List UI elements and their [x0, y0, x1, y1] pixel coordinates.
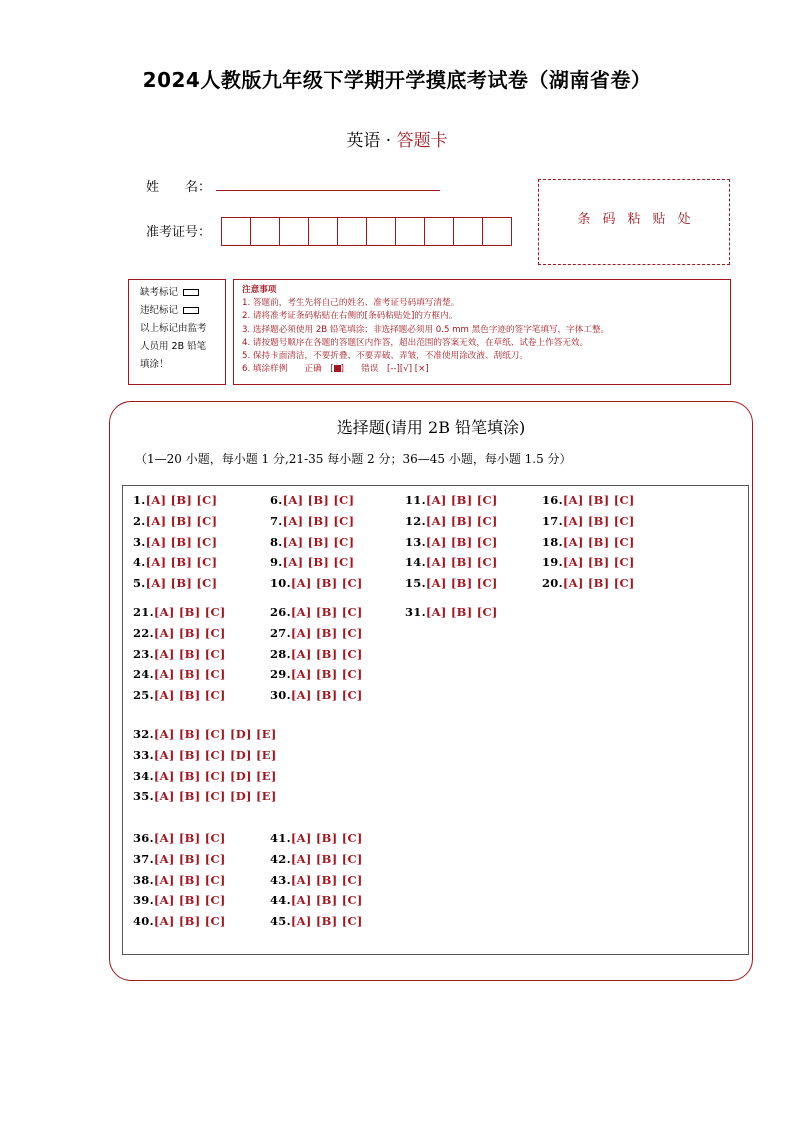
question-number: 44.: [270, 893, 291, 908]
answer-options[interactable]: [A] [B] [C]: [282, 534, 355, 549]
id-digit-box[interactable]: [337, 217, 367, 246]
notes-title: 注意事项: [242, 285, 277, 295]
absent-mark-box[interactable]: [183, 289, 199, 296]
question-item[interactable]: [133, 493, 217, 507]
question-item[interactable]: [542, 493, 635, 507]
question-item[interactable]: [133, 914, 226, 928]
answer-options[interactable]: [A] [B] [C]: [153, 605, 226, 619]
answer-options[interactable]: [A] [B] [C]: [153, 646, 226, 661]
question-item[interactable]: [133, 535, 217, 549]
question-item[interactable]: [270, 535, 354, 549]
question-number: 28.: [270, 646, 291, 661]
id-digit-box[interactable]: [395, 217, 425, 246]
question-item[interactable]: [270, 852, 363, 866]
answer-options[interactable]: [A] [B] [C]: [290, 872, 363, 887]
answer-options[interactable]: [A] [B] [C]: [562, 493, 635, 507]
answer-options[interactable]: [A] [B] [C]: [282, 555, 355, 570]
note-item: 2. 请将准考证条码粘贴在右侧的[条码粘贴处]的方框内。: [242, 311, 458, 322]
answer-options[interactable]: [A] [B] [C]: [425, 513, 498, 528]
section-title: 选择题(请用 2B 铅笔填涂): [336, 418, 526, 437]
answer-options[interactable]: [A] [B] [C]: [562, 534, 635, 549]
question-item[interactable]: [542, 555, 635, 569]
question-number: 5.: [133, 576, 146, 591]
note-item: 4. 请按题号顺序在各题的答题区内作答，超出范围的答案无效，在草纸、试卷上作答无效。: [242, 337, 589, 348]
question-number: 29.: [270, 667, 291, 682]
question-item[interactable]: [405, 555, 498, 569]
question-number: 38.: [133, 872, 154, 887]
question-number: 43.: [270, 872, 291, 887]
question-number: 33.: [133, 747, 154, 762]
question-item[interactable]: [270, 576, 363, 590]
question-item[interactable]: [133, 727, 277, 741]
question-number: 10.: [270, 576, 291, 591]
question-number: 8.: [270, 534, 283, 549]
question-number: 39.: [133, 893, 154, 908]
id-digit-box[interactable]: [221, 217, 251, 246]
answer-options[interactable]: [A] [B] [C]: [290, 667, 363, 682]
answer-options[interactable]: [A] [B] [C]: [290, 576, 363, 591]
sample-suffix: ] 错误 [--][√] [×]: [340, 364, 429, 375]
answer-options[interactable]: [A] [B] [C]: [145, 555, 218, 570]
answer-options[interactable]: [A] [B] [C] [D] [E]: [153, 727, 277, 741]
note-item: 5. 保持卡面清洁，不要折叠、不要弄破、弄皱，不准使用涂改液、刮纸刀。: [242, 351, 528, 362]
question-item[interactable]: [270, 893, 363, 907]
answer-options[interactable]: [A] [B] [C]: [153, 872, 226, 887]
section-note: （1—20 小题，每小题 1 分,21-35 每小题 2 分；36—45 小题，每小题 1.5 分）: [135, 452, 572, 466]
id-digit-box[interactable]: [453, 217, 483, 246]
barcode-area: [538, 179, 730, 265]
violation-label: 违纪标记: [140, 305, 179, 316]
id-digit-box[interactable]: [250, 217, 280, 246]
sample-prefix: 6. 填涂样例 正确 [: [242, 364, 334, 375]
question-item[interactable]: [133, 893, 226, 907]
absent-label: 缺考标记: [140, 287, 179, 298]
question-item[interactable]: [270, 667, 363, 681]
id-digit-box[interactable]: [424, 217, 454, 246]
question-number: 24.: [133, 667, 154, 682]
id-label: 准考证号：: [146, 225, 212, 240]
answer-options[interactable]: [A] [B] [C] [D] [E]: [153, 768, 277, 783]
barcode-label: 条码粘贴处: [577, 212, 703, 227]
answer-options[interactable]: [A] [B] [C] [D] [E]: [153, 747, 277, 762]
subtitle-subject: 英语 ·: [346, 131, 397, 151]
answer-options[interactable]: [A] [B] [C]: [562, 555, 635, 570]
answer-options[interactable]: [A] [B] [C]: [562, 576, 635, 591]
answer-options[interactable]: [A] [B] [C]: [282, 513, 355, 528]
question-number: 9.: [270, 555, 283, 570]
question-item[interactable]: [133, 647, 226, 661]
question-number: 20.: [542, 576, 563, 591]
page-title: 2024人教版九年级下学期开学摸底考试卷（湖南省卷）: [142, 68, 652, 92]
question-number: 7.: [270, 513, 283, 528]
answer-options[interactable]: [A] [B] [C]: [282, 493, 355, 507]
answer-options[interactable]: [A] [B] [C]: [153, 893, 226, 908]
question-item[interactable]: [270, 647, 363, 661]
question-number: 31.: [405, 605, 426, 619]
answer-options[interactable]: [A] [B] [C]: [562, 513, 635, 528]
answer-options[interactable]: [A] [B] [C]: [290, 893, 363, 908]
question-item[interactable]: [133, 667, 226, 681]
mark-note-line: 填涂！: [140, 359, 169, 370]
answer-options[interactable]: [A] [B] [C]: [153, 625, 226, 640]
answer-options[interactable]: [A] [B] [C]: [153, 851, 226, 866]
answer-options[interactable]: [A] [B] [C]: [145, 576, 218, 591]
question-item[interactable]: [542, 535, 635, 549]
question-item[interactable]: [270, 605, 363, 619]
answer-options[interactable]: [A] [B] [C]: [290, 625, 363, 640]
notes-box: [233, 279, 731, 385]
question-item[interactable]: [133, 576, 217, 590]
question-item[interactable]: [405, 493, 498, 507]
answer-options[interactable]: [A] [B] [C]: [290, 914, 363, 929]
question-item[interactable]: [270, 514, 354, 528]
answer-options[interactable]: [A] [B] [C]: [153, 667, 226, 682]
id-digit-box[interactable]: [366, 217, 396, 246]
id-digit-box[interactable]: [308, 217, 338, 246]
answer-options[interactable]: [A] [B] [C]: [153, 688, 226, 703]
question-number: 18.: [542, 534, 563, 549]
answer-options[interactable]: [A] [B] [C]: [290, 688, 363, 703]
question-item[interactable]: [133, 605, 226, 619]
answer-options[interactable]: [A] [B] [C]: [145, 513, 218, 528]
question-item[interactable]: [542, 576, 635, 590]
question-item[interactable]: [133, 873, 226, 887]
question-number: 15.: [405, 576, 426, 591]
question-number: 14.: [405, 555, 426, 570]
question-item[interactable]: [405, 576, 498, 590]
question-number: 45.: [270, 914, 291, 929]
question-item[interactable]: [133, 789, 277, 803]
question-number: 40.: [133, 914, 154, 929]
subtitle-card: 答题卡: [396, 131, 448, 151]
question-number: 37.: [133, 851, 154, 866]
answer-options[interactable]: [A] [B] [C]: [290, 646, 363, 661]
question-number: 32.: [133, 727, 154, 741]
question-number: 1.: [133, 493, 146, 507]
question-item[interactable]: [133, 514, 217, 528]
question-number: 3.: [133, 534, 146, 549]
id-digit-box[interactable]: [279, 217, 309, 246]
note-item: 1. 答题前，考生先将自己的姓名、准考证号码填写清楚。: [242, 298, 460, 309]
question-number: 36.: [133, 831, 154, 845]
question-number: 34.: [133, 768, 154, 783]
mark-note-line: 人员用 2B 铅笔: [140, 341, 207, 352]
question-number: 21.: [133, 605, 154, 619]
answer-options[interactable]: [A] [B] [C]: [290, 605, 363, 619]
answer-options[interactable]: [A] [B] [C]: [290, 831, 363, 845]
question-item[interactable]: [133, 626, 226, 640]
question-item[interactable]: [405, 514, 498, 528]
question-item[interactable]: [405, 605, 498, 619]
question-number: 16.: [542, 493, 563, 507]
question-number: 25.: [133, 688, 154, 703]
question-number: 11.: [405, 493, 426, 507]
question-number: 42.: [270, 851, 291, 866]
question-number: 23.: [133, 646, 154, 661]
answer-options[interactable]: [A] [B] [C]: [425, 576, 498, 591]
answer-options[interactable]: [A] [B] [C]: [425, 493, 498, 507]
subtitle: [0, 126, 794, 151]
note-item: 3. 选择题必须使用 2B 铅笔填涂；非选择题必须用 0.5 mm 黑色字迹的签字笔填写，字体工整。: [242, 324, 610, 335]
answer-options[interactable]: [A] [B] [C]: [290, 851, 363, 866]
question-item[interactable]: [133, 688, 226, 702]
name-input-line[interactable]: [216, 190, 440, 191]
answer-options[interactable]: [A] [B] [C]: [145, 534, 218, 549]
question-item[interactable]: [133, 852, 226, 866]
question-number: 4.: [133, 555, 146, 570]
answer-options[interactable]: [A] [B] [C]: [153, 831, 226, 845]
question-item[interactable]: [133, 769, 277, 783]
question-number: 26.: [270, 605, 291, 619]
question-item[interactable]: [270, 493, 354, 507]
answer-options[interactable]: [A] [B] [C]: [425, 534, 498, 549]
question-number: 19.: [542, 555, 563, 570]
question-number: 6.: [270, 493, 283, 507]
violation-mark-box[interactable]: [183, 307, 199, 314]
id-number-boxes[interactable]: [222, 217, 512, 246]
question-item[interactable]: [270, 873, 363, 887]
question-number: 17.: [542, 513, 563, 528]
question-item[interactable]: [133, 555, 217, 569]
question-item[interactable]: [270, 688, 363, 702]
question-item[interactable]: [133, 748, 277, 762]
question-number: 41.: [270, 831, 291, 845]
answer-options[interactable]: [A] [B] [C]: [145, 493, 218, 507]
id-digit-box[interactable]: [482, 217, 512, 246]
question-item[interactable]: [270, 555, 354, 569]
note-item-sample: [242, 363, 722, 376]
answer-options[interactable]: [A] [B] [C]: [425, 555, 498, 570]
mark-note-line: 以上标记由监考: [140, 323, 207, 334]
question-item[interactable]: [270, 914, 363, 928]
question-number: 13.: [405, 534, 426, 549]
question-number: 30.: [270, 688, 291, 703]
question-number: 27.: [270, 625, 291, 640]
question-item[interactable]: [542, 514, 635, 528]
question-item[interactable]: [133, 831, 226, 845]
name-label: 姓 名：: [146, 180, 212, 195]
answer-options[interactable]: [A] [B] [C]: [153, 914, 226, 929]
answer-options[interactable]: [A] [B] [C]: [425, 605, 498, 619]
mark-box: [128, 279, 226, 385]
question-item[interactable]: [270, 831, 363, 845]
answer-options[interactable]: [A] [B] [C] [D] [E]: [153, 789, 277, 804]
question-number: 35.: [133, 789, 154, 804]
question-item[interactable]: [270, 626, 363, 640]
filled-square-icon: [334, 365, 341, 372]
question-number: 2.: [133, 513, 146, 528]
question-item[interactable]: [405, 535, 498, 549]
question-number: 12.: [405, 513, 426, 528]
question-number: 22.: [133, 625, 154, 640]
